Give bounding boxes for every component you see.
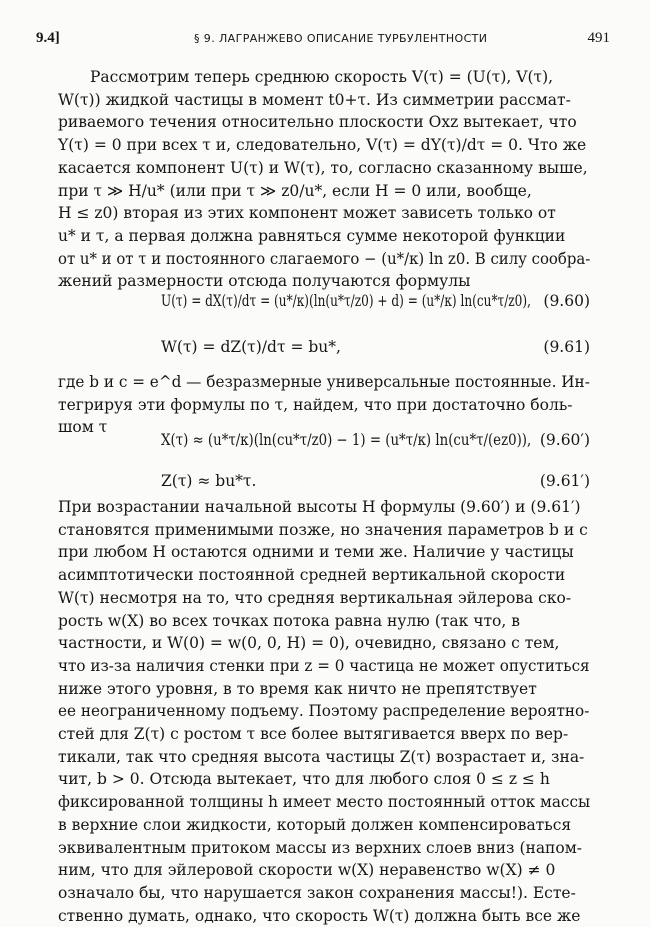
text-line: ним, что для эйлеровой скорости w(X) неравенство w(X) ≠ 0 [58,861,556,880]
text-line: рость w(X) во всех точках потока равна нулю (так что, в [58,611,520,630]
equation-formula: U(τ) = dX(τ)/dτ = (u*/κ)(ln(u*τ/z0) + d) = (u*/κ) ln(cu*τ/z0), [161,292,531,310]
chapter-title: § 9. ЛАГРАНЖЕВО ОПИСАНИЕ ТУРБУЛЕНТНОСТИ [194,32,488,45]
text-line: W(τ) несмотря на то, что средняя вертикальная эйлерова ско- [58,588,572,607]
page-number: 491 [587,30,610,46]
text-line: При возрастании начальной высоты H формулы (9.60′) и (9.61′) [58,498,581,516]
text-line: шом τ [58,418,108,437]
equation-number: (9.61) [543,338,590,356]
text-line: Y(τ) = 0 при всех τ и, следовательно, V(τ) = dY(τ)/dτ = 0. Что же [58,136,587,155]
text-line: при любом H остаются одними и теми же. Наличие у частицы [58,543,574,562]
equation-9-60 [58,286,590,320]
equation-9-60-prime [58,425,590,459]
text-line: фиксированной толщины h имеет место постоянный отток массы [58,793,591,812]
text-line: чит, b > 0. Отсюда вытекает, что для любого слоя 0 ≤ z ≤ h [58,770,550,789]
text-line: от u* и от τ и постоянного слагаемого − (u*/κ) ln z0. В силу сообра- [58,249,591,268]
equation-number: (9.60) [543,292,590,310]
text-line: тикали, так что средняя высота частицы Z(τ) возрастает и, зна- [58,747,585,766]
text-line: асимптотически постоянной средней вертикальной скорости [58,566,566,585]
text-line: W(τ)) жидкой частицы в момент t0+τ. Из симметрии рассмат- [58,90,571,109]
paragraph-1 [58,66,590,293]
text-line: где b и c = e^d — безразмерные универсальные постоянные. Ин- [58,373,590,391]
text-line: u* и τ, а первая должна равняться сумме некоторой функции [58,226,566,245]
text-line: касается компонент U(τ) и W(τ), то, согласно сказанному выше, [58,158,588,177]
paragraph-3 [58,496,590,927]
equation-formula: X(τ) ≈ (u*τ/κ)(ln(cu*τ/z0) − 1) = (u*τ/κ) ln(cu*τ/(ez0)), [161,431,532,449]
section-number: 9.4] [36,30,60,46]
equation-9-61 [58,332,590,366]
text-line: Рассмотрим теперь среднюю скорость V(τ) = (U(τ), V(τ), [90,68,554,86]
equation-formula: Z(τ) ≈ bu*τ. [161,472,257,490]
running-header [36,30,610,52]
text-line: риваемого течения относительно плоскости Oxz вытекает, что [58,113,577,132]
text-line: ниже этого уровня, в то время как ничто не препятствует [58,679,537,698]
text-line: эквивалентным притоком массы из верхних слоев вниз (напом- [58,838,583,857]
text-line: при τ ≫ H/u* (или при τ ≫ z0/u*, если H = 0 или, вообще, [58,181,532,200]
text-line: тегрируя эти формулы по τ, найдем, что при достаточно боль- [58,395,573,414]
text-line: означало бы, что нарушается закон сохранения массы!). Есте- [58,883,576,902]
equation-number: (9.60′) [539,431,590,449]
text-line: ее неограниченному подъему. Поэтому распределение вероятно- [58,702,590,721]
text-line: что из-за наличия стенки при z = 0 частица не может опуститься [58,656,590,675]
text-line: жений размерности отсюда получаются формулы [58,272,471,291]
text-line: частности, и W(0) = w(0, 0, H) = 0), очевидно, связано с тем, [58,634,560,653]
text-line: ственно думать, однако, что скорость W(τ) должна быть все же [58,906,581,925]
equation-9-61-prime [58,466,590,500]
text-line: стей для Z(τ) с ростом τ все более вытягивается вверх по вер- [58,725,569,744]
equation-formula: W(τ) = dZ(τ)/dτ = bu*, [161,338,341,356]
text-line: становятся применимыми позже, но значения параметров b и c [58,520,588,539]
text-line: в верхние слои жидкости, который должен компенсироваться [58,815,572,834]
text-line: H ≤ z0) вторая из этих компонент может зависеть только от [58,204,556,223]
equation-number: (9.61′) [539,472,590,490]
